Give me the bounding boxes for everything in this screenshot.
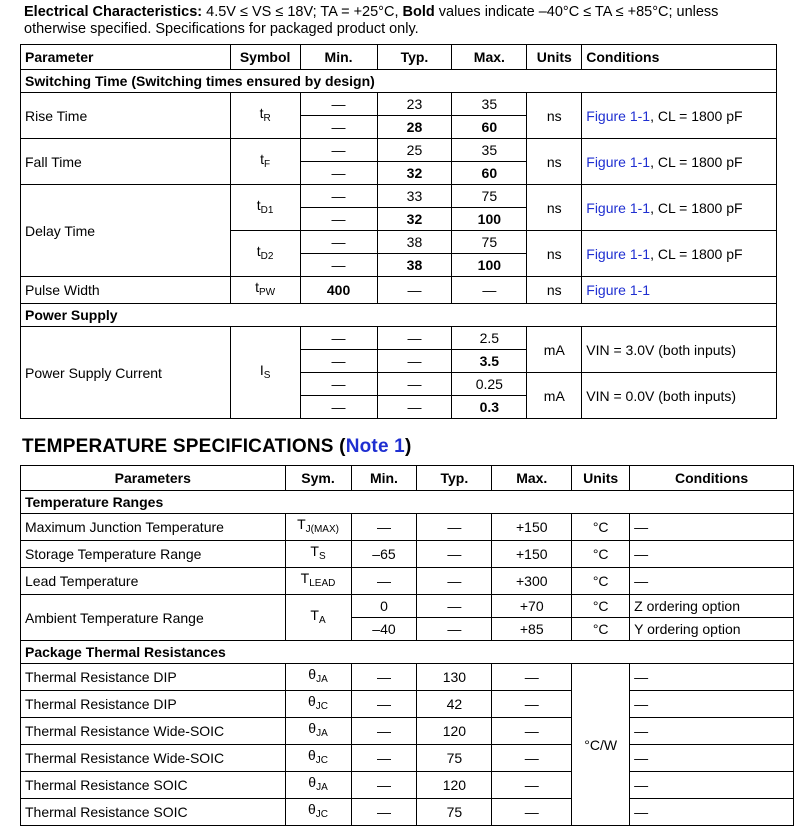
conditions-cell: —	[630, 514, 794, 541]
figure-link[interactable]: Figure 1-1	[586, 107, 651, 124]
max-cell: 100	[452, 254, 527, 277]
symbol-cell: $t_{D1}$	[230, 185, 300, 231]
param-cell: Thermal Resistance Wide-SOIC	[21, 745, 286, 772]
min-cell: —	[351, 772, 417, 799]
figure-link[interactable]: Figure 1-1	[586, 282, 651, 298]
max-cell: —	[492, 799, 572, 826]
symbol-cell: $I_S$	[230, 327, 300, 419]
symbol-cell: $\theta_{JA}$	[285, 772, 351, 799]
table-row	[21, 568, 794, 595]
conditions-cell: Figure 1-1, CL = 1800 pF	[582, 185, 777, 231]
units-cell: mA	[527, 373, 582, 419]
max-cell: 0.25	[452, 373, 527, 396]
typ-cell: —	[417, 595, 492, 618]
param-cell: Thermal Resistance DIP	[21, 664, 286, 691]
table-row	[21, 595, 794, 618]
max-cell: +300	[492, 568, 572, 595]
conditions-cell: VIN = 3.0V (both inputs)	[582, 327, 777, 373]
min-cell: —	[300, 373, 377, 396]
max-cell: —	[492, 664, 572, 691]
header-symbol: Symbol	[230, 45, 300, 70]
max-cell: —	[492, 718, 572, 745]
param-fall-time: Fall Time	[21, 139, 231, 185]
typ-cell: —	[377, 350, 452, 373]
typ-cell: 23	[377, 93, 452, 116]
conditions-cell: —	[630, 691, 794, 718]
min-cell: —	[300, 350, 377, 373]
units-cell: °C/W	[572, 664, 630, 826]
min-cell: 400	[300, 277, 377, 304]
header-parameter: Parameter	[21, 45, 231, 70]
min-cell: 0	[351, 595, 417, 618]
symbol-cell: $T_{J(MAX)}$	[285, 514, 351, 541]
typ-cell: —	[377, 373, 452, 396]
max-cell: +150	[492, 514, 572, 541]
min-cell: —	[300, 231, 377, 254]
header-max: Max.	[452, 45, 527, 70]
min-cell: –65	[351, 541, 417, 568]
table-row	[21, 799, 794, 826]
table-row	[21, 664, 794, 691]
conditions-cell: —	[630, 664, 794, 691]
min-cell: –40	[351, 618, 417, 641]
section-package-thermal-resistances: Package Thermal Resistances	[21, 641, 794, 664]
param-cell: Maximum Junction Temperature	[21, 514, 286, 541]
symbol-cell: $\theta_{JA}$	[285, 718, 351, 745]
header-conditions: Conditions	[630, 466, 794, 491]
min-cell: —	[300, 185, 377, 208]
max-cell: +70	[492, 595, 572, 618]
param-cell: Storage Temperature Range	[21, 541, 286, 568]
min-cell: —	[351, 745, 417, 772]
min-cell: —	[351, 691, 417, 718]
table-row	[21, 327, 777, 350]
table-row	[21, 185, 777, 208]
min-cell: —	[300, 396, 377, 419]
max-cell: —	[492, 772, 572, 799]
typ-cell: 25	[377, 139, 452, 162]
min-cell: —	[351, 514, 417, 541]
table-row	[21, 139, 777, 162]
table-row	[21, 277, 777, 304]
conditions-cell: —	[630, 541, 794, 568]
min-cell: —	[351, 568, 417, 595]
typ-cell: —	[377, 327, 452, 350]
figure-link[interactable]: Figure 1-1	[586, 245, 651, 262]
units-cell: ns	[527, 277, 582, 304]
temperature-specifications-table	[20, 465, 794, 826]
param-rise-time: Rise Time	[21, 93, 231, 139]
table-row	[21, 541, 794, 568]
header-units: Units	[572, 466, 630, 491]
typ-cell: —	[377, 277, 452, 304]
typ-cell: 75	[417, 745, 492, 772]
symbol-cell: $T_{LEAD}$	[285, 568, 351, 595]
conditions-cell: —	[630, 745, 794, 772]
typ-cell: 38	[377, 254, 452, 277]
intro-text-2: values indicate –40°C ≤ TA ≤ +85°C; unless otherwise specified. Specifications for packaged product only.	[24, 4, 719, 37]
table-row	[21, 514, 794, 541]
header-min: Min.	[351, 466, 417, 491]
max-cell: 35	[452, 139, 527, 162]
conditions-cell: Figure 1-1, CL = 1800 pF	[582, 93, 777, 139]
param-cell: Thermal Resistance Wide-SOIC	[21, 718, 286, 745]
typ-cell: 120	[417, 718, 492, 745]
max-cell: 100	[452, 208, 527, 231]
table-row	[21, 745, 794, 772]
table-row	[21, 718, 794, 745]
max-cell: +150	[492, 541, 572, 568]
conditions-cell: —	[630, 718, 794, 745]
header-sym: Sym.	[285, 466, 351, 491]
section-temperature-ranges: Temperature Ranges	[21, 491, 794, 514]
conditions-cell	[582, 277, 777, 304]
param-cell: Lead Temperature	[21, 568, 286, 595]
intro-paragraph	[24, 4, 784, 38]
table-row	[21, 691, 794, 718]
units-cell: ns	[527, 185, 582, 231]
min-cell: —	[300, 254, 377, 277]
typ-cell: 38	[377, 231, 452, 254]
param-power-supply-current: Power Supply Current	[21, 327, 231, 419]
max-cell: 75	[452, 231, 527, 254]
header-conditions: Conditions	[582, 45, 777, 70]
conditions-cell: —	[630, 772, 794, 799]
units-cell: ns	[527, 139, 582, 185]
max-cell: —	[492, 745, 572, 772]
units-cell: °C	[572, 514, 630, 541]
typ-cell: 32	[377, 208, 452, 231]
conditions-cell: Z ordering option	[630, 595, 794, 618]
units-cell: °C	[572, 568, 630, 595]
conditions-cell: —	[630, 799, 794, 826]
note-1-link[interactable]: Note 1	[345, 436, 405, 457]
conditions-cell: Y ordering option	[630, 618, 794, 641]
min-cell: —	[300, 116, 377, 139]
max-cell: 75	[452, 185, 527, 208]
max-cell: 0.3	[452, 396, 527, 419]
section-power-supply: Power Supply	[21, 304, 777, 327]
units-cell: ns	[527, 231, 582, 277]
min-cell: —	[300, 327, 377, 350]
typ-cell: 33	[377, 185, 452, 208]
min-cell: —	[300, 162, 377, 185]
max-cell: 3.5	[452, 350, 527, 373]
header-typ: Typ.	[377, 45, 452, 70]
typ-cell: 28	[377, 116, 452, 139]
typ-cell: 130	[417, 664, 492, 691]
units-cell: ns	[527, 93, 582, 139]
typ-cell: —	[417, 514, 492, 541]
header-min: Min.	[300, 45, 377, 70]
temperature-specifications-title: TEMPERATURE SPECIFICATIONS (Note 1)	[22, 436, 412, 457]
param-cell: Thermal Resistance DIP	[21, 691, 286, 718]
symbol-cell: $\theta_{JA}$	[285, 664, 351, 691]
conditions-cell: Figure 1-1, CL = 1800 pF	[582, 231, 777, 277]
intro-label: Electrical Characteristics:	[24, 4, 203, 20]
units-cell: °C	[572, 618, 630, 641]
symbol-cell: $\theta_{JC}$	[285, 799, 351, 826]
symbol-cell: $T_A$	[285, 595, 351, 641]
section-switching-time: Switching Time (Switching times ensured by design)	[21, 70, 777, 93]
max-cell: 2.5	[452, 327, 527, 350]
conditions-cell: Figure 1-1, CL = 1800 pF	[582, 139, 777, 185]
units-cell: °C	[572, 595, 630, 618]
typ-cell: 42	[417, 691, 492, 718]
min-cell: —	[351, 664, 417, 691]
typ-cell: —	[377, 396, 452, 419]
units-cell: °C	[572, 541, 630, 568]
electrical-characteristics-table	[20, 44, 777, 419]
max-cell: —	[452, 277, 527, 304]
symbol-cell: $T_S$	[285, 541, 351, 568]
max-cell: 60	[452, 162, 527, 185]
min-cell: —	[300, 93, 377, 116]
symbol-cell: $t_R$	[230, 93, 300, 139]
symbol-cell: $t_{D2}$	[230, 231, 300, 277]
param-cell: Thermal Resistance SOIC	[21, 772, 286, 799]
typ-cell: 75	[417, 799, 492, 826]
max-cell: —	[492, 691, 572, 718]
symbol-cell: $\theta_{JC}$	[285, 691, 351, 718]
param-ambient-temperature: Ambient Temperature Range	[21, 595, 286, 641]
max-cell: +85	[492, 618, 572, 641]
figure-link[interactable]: Figure 1-1	[586, 153, 651, 170]
header-units: Units	[527, 45, 582, 70]
typ-cell: 32	[377, 162, 452, 185]
conditions-cell: VIN = 0.0V (both inputs)	[582, 373, 777, 419]
units-cell: mA	[527, 327, 582, 373]
min-cell: —	[351, 718, 417, 745]
table-row	[21, 772, 794, 799]
typ-cell: —	[417, 568, 492, 595]
figure-link[interactable]: Figure 1-1	[586, 199, 651, 216]
typ-cell: —	[417, 618, 492, 641]
min-cell: —	[351, 799, 417, 826]
symbol-cell: $\theta_{JC}$	[285, 745, 351, 772]
param-pulse-width: Pulse Width	[21, 277, 231, 304]
table-row	[21, 93, 777, 116]
typ-cell: 120	[417, 772, 492, 799]
intro-bold-word: Bold	[402, 4, 435, 20]
header-typ: Typ.	[417, 466, 492, 491]
min-cell: —	[300, 139, 377, 162]
intro-text: 4.5V ≤ VS ≤ 18V; TA = +25°C,	[202, 4, 403, 20]
min-cell: —	[300, 208, 377, 231]
symbol-cell: $t_{PW}$	[230, 277, 300, 304]
conditions-cell: —	[630, 568, 794, 595]
param-delay-time: Delay Time	[21, 185, 231, 277]
typ-cell: —	[417, 541, 492, 568]
symbol-cell: $t_F$	[230, 139, 300, 185]
max-cell: 60	[452, 116, 527, 139]
header-parameters: Parameters	[21, 466, 286, 491]
max-cell: 35	[452, 93, 527, 116]
header-max: Max.	[492, 466, 572, 491]
param-cell: Thermal Resistance SOIC	[21, 799, 286, 826]
